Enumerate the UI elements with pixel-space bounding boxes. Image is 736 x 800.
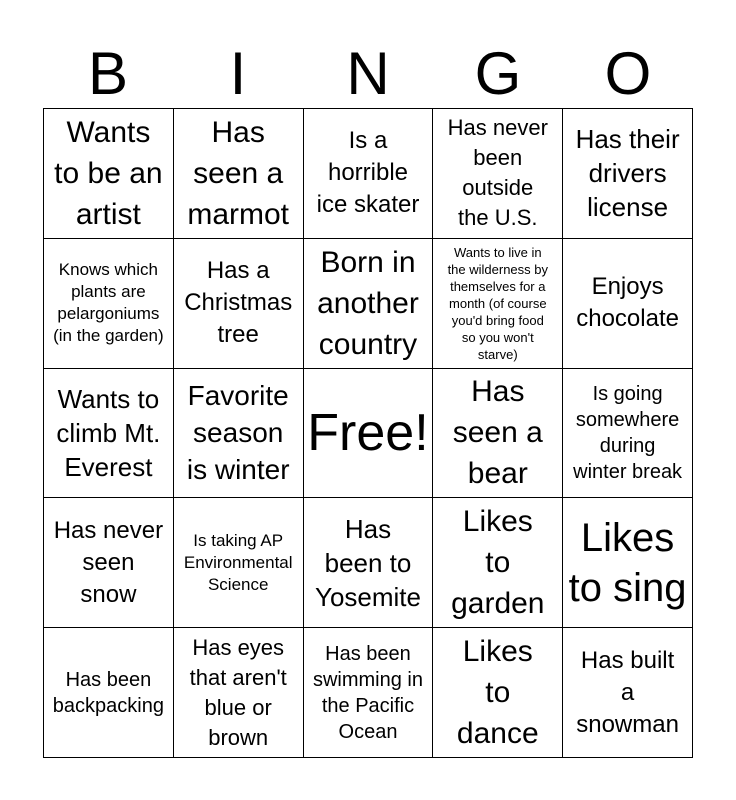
- cell-text: Favorite season is winter: [186, 380, 290, 486]
- bingo-cell[interactable]: [304, 628, 434, 758]
- bingo-cell[interactable]: [304, 239, 434, 369]
- cell-text: Wants to live in the wilderness by themselves for a month (of course you'd bring food so you won't starve): [447, 244, 549, 362]
- cell-text: Likes to garden: [451, 505, 545, 621]
- bingo-cell[interactable]: [174, 498, 304, 628]
- bingo-cell[interactable]: [304, 369, 434, 499]
- bingo-cell[interactable]: [563, 628, 693, 758]
- header-letter-i: I: [229, 40, 247, 107]
- cell-text: Has a Christmas tree: [184, 257, 293, 349]
- cell-text: Has eyes that aren't blue or brown: [189, 634, 287, 750]
- bingo-cell[interactable]: [563, 239, 693, 369]
- bingo-cell[interactable]: [44, 369, 174, 499]
- cell-text: Knows which plants are pelargoniums (in the garden): [53, 260, 164, 346]
- bingo-cell[interactable]: [174, 369, 304, 499]
- cell-text: Has their drivers license: [575, 124, 680, 223]
- cell-text: Has been swimming in the Pacific Ocean: [312, 642, 423, 743]
- bingo-cell[interactable]: [433, 369, 563, 499]
- cell-text: Likes to sing: [568, 515, 687, 610]
- bingo-grid: [43, 108, 693, 758]
- cell-text: Born in another country: [317, 245, 419, 361]
- header-letter-g: G: [474, 40, 522, 107]
- cell-text: Is going somewhere during winter break: [573, 382, 683, 483]
- bingo-cell[interactable]: [563, 369, 693, 499]
- cell-text: Wants to climb Mt. Everest: [56, 383, 161, 482]
- bingo-cell[interactable]: [44, 109, 174, 239]
- cell-text: Has been backpacking: [52, 668, 164, 717]
- cell-text: Has never seen snow: [53, 516, 164, 608]
- bingo-cell[interactable]: [44, 498, 174, 628]
- cell-text: Has seen a marmot: [187, 115, 290, 231]
- bingo-cell[interactable]: [44, 239, 174, 369]
- bingo-cell[interactable]: [433, 498, 563, 628]
- cell-text: Is a horrible ice skater: [316, 127, 420, 219]
- cell-text: Likes to dance: [456, 635, 539, 751]
- bingo-cell[interactable]: [304, 498, 434, 628]
- bingo-cell[interactable]: [433, 109, 563, 239]
- cell-text: Has built a snowman: [576, 646, 679, 738]
- bingo-cell[interactable]: [44, 628, 174, 758]
- cell-text: Has seen a bear: [452, 375, 543, 491]
- bingo-cell[interactable]: [174, 628, 304, 758]
- bingo-cell[interactable]: [174, 239, 304, 369]
- bingo-cell[interactable]: [304, 109, 434, 239]
- header-letter-o: O: [604, 40, 652, 107]
- header-letter-n: N: [346, 40, 390, 107]
- bingo-cell[interactable]: [563, 498, 693, 628]
- cell-text: Is taking AP Environmental Science: [183, 530, 293, 594]
- bingo-cell[interactable]: [563, 109, 693, 239]
- cell-text: Free!: [307, 403, 429, 462]
- cell-text: Has been to Yosemite: [314, 513, 421, 612]
- bingo-cell[interactable]: [174, 109, 304, 239]
- bingo-header: [43, 40, 693, 108]
- cell-text: Has never been outside the U.S.: [447, 115, 548, 231]
- header-letter-b: B: [87, 40, 129, 107]
- bingo-cell[interactable]: [433, 628, 563, 758]
- bingo-cell[interactable]: [433, 239, 563, 369]
- cell-text: Wants to be an artist: [54, 115, 163, 231]
- cell-text: Enjoys chocolate: [576, 273, 679, 333]
